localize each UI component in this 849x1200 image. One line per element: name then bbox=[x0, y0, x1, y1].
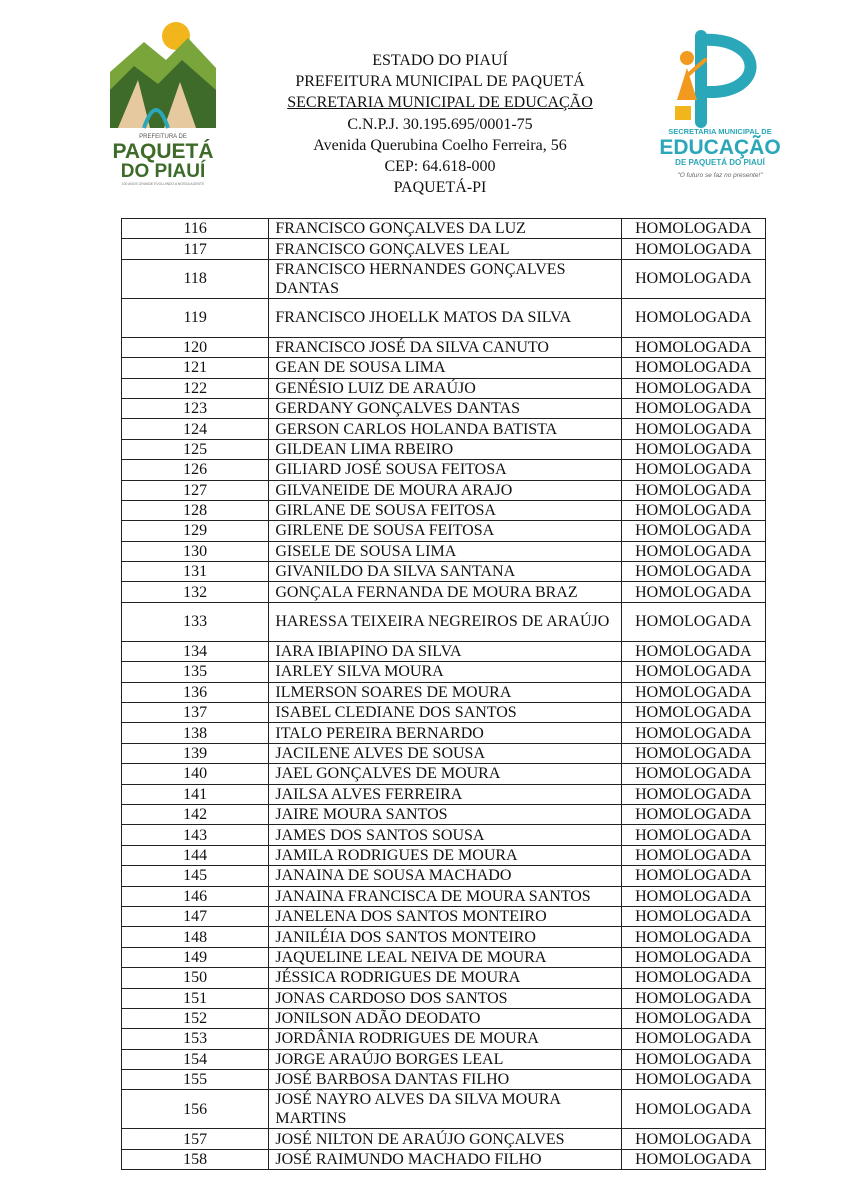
table-row bbox=[122, 562, 766, 582]
table-row bbox=[122, 439, 766, 459]
row-number: 139 bbox=[122, 743, 269, 763]
row-number: 126 bbox=[122, 460, 269, 480]
prefeitura-paqueta-logo bbox=[104, 20, 222, 188]
header-text-block bbox=[240, 50, 640, 198]
secretaria-educacao-logo bbox=[655, 30, 785, 185]
status-cell: HOMOLOGADA bbox=[621, 1149, 765, 1169]
candidate-name: JORGE ARAÚJO BORGES LEAL bbox=[269, 1049, 621, 1069]
status-cell: HOMOLOGADA bbox=[621, 337, 765, 357]
table-body bbox=[122, 219, 766, 1170]
candidate-name: IARA IBIAPINO DA SILVA bbox=[269, 641, 621, 661]
status-cell: HOMOLOGADA bbox=[621, 1090, 765, 1129]
status-cell: HOMOLOGADA bbox=[621, 784, 765, 804]
status-cell: HOMOLOGADA bbox=[621, 439, 765, 459]
status-cell: HOMOLOGADA bbox=[621, 703, 765, 723]
table-row bbox=[122, 988, 766, 1008]
row-number: 145 bbox=[122, 866, 269, 886]
status-cell: HOMOLOGADA bbox=[621, 239, 765, 259]
table-row bbox=[122, 825, 766, 845]
status-cell: HOMOLOGADA bbox=[621, 500, 765, 520]
candidate-name: JAMES DOS SANTOS SOUSA bbox=[269, 825, 621, 845]
table-row bbox=[122, 480, 766, 500]
header-line-cep: CEP: 64.618-000 bbox=[384, 158, 496, 176]
row-number: 138 bbox=[122, 723, 269, 743]
status-cell: HOMOLOGADA bbox=[621, 804, 765, 824]
row-number: 157 bbox=[122, 1129, 269, 1149]
table-row bbox=[122, 259, 766, 298]
row-number: 134 bbox=[122, 641, 269, 661]
table-row bbox=[122, 219, 766, 239]
candidate-name: IARLEY SILVA MOURA bbox=[269, 662, 621, 682]
logo-left-main-line2: DO PIAUÍ bbox=[120, 161, 206, 182]
row-number: 119 bbox=[122, 298, 269, 337]
table-row bbox=[122, 521, 766, 541]
table-row bbox=[122, 886, 766, 906]
candidate-name: GILIARD JOSÉ SOUSA FEITOSA bbox=[269, 460, 621, 480]
table-row bbox=[122, 682, 766, 702]
candidate-name: JAQUELINE LEAL NEIVA DE MOURA bbox=[269, 947, 621, 967]
table-row bbox=[122, 602, 766, 641]
candidate-name: JONILSON ADÃO DEODATO bbox=[269, 1008, 621, 1028]
row-number: 127 bbox=[122, 480, 269, 500]
status-cell: HOMOLOGADA bbox=[621, 358, 765, 378]
status-cell: HOMOLOGADA bbox=[621, 662, 765, 682]
candidate-name: GIRLENE DE SOUSA FEITOSA bbox=[269, 521, 621, 541]
status-cell: HOMOLOGADA bbox=[621, 988, 765, 1008]
header-line-state: ESTADO DO PIAUÍ bbox=[372, 52, 508, 69]
row-number: 128 bbox=[122, 500, 269, 520]
row-number: 116 bbox=[122, 219, 269, 239]
candidate-name: GEAN DE SOUSA LIMA bbox=[269, 358, 621, 378]
status-cell: HOMOLOGADA bbox=[621, 947, 765, 967]
candidate-name: FRANCISCO HERNANDES GONÇALVES DANTAS bbox=[269, 259, 621, 298]
candidate-name: FRANCISCO GONÇALVES LEAL bbox=[269, 239, 621, 259]
row-number: 133 bbox=[122, 602, 269, 641]
candidate-name: JÉSSICA RODRIGUES DE MOURA bbox=[269, 968, 621, 988]
candidate-name: GERSON CARLOS HOLANDA BATISTA bbox=[269, 419, 621, 439]
row-number: 158 bbox=[122, 1149, 269, 1169]
candidate-name: GERDANY GONÇALVES DANTAS bbox=[269, 398, 621, 418]
table-row bbox=[122, 906, 766, 926]
row-number: 131 bbox=[122, 562, 269, 582]
candidate-name: JANELENA DOS SANTOS MONTEIRO bbox=[269, 906, 621, 926]
table-row bbox=[122, 743, 766, 763]
table-row bbox=[122, 398, 766, 418]
candidate-name: GILVANEIDE DE MOURA ARAJO bbox=[269, 480, 621, 500]
table-row bbox=[122, 784, 766, 804]
table-row bbox=[122, 703, 766, 723]
table-row bbox=[122, 500, 766, 520]
row-number: 146 bbox=[122, 886, 269, 906]
table-row bbox=[122, 1090, 766, 1129]
candidate-name: JANAINA DE SOUSA MACHADO bbox=[269, 866, 621, 886]
table-row bbox=[122, 1070, 766, 1090]
row-number: 132 bbox=[122, 582, 269, 602]
row-number: 140 bbox=[122, 764, 269, 784]
table-row bbox=[122, 337, 766, 357]
row-number: 118 bbox=[122, 259, 269, 298]
status-cell: HOMOLOGADA bbox=[621, 845, 765, 865]
candidate-name: GISELE DE SOUSA LIMA bbox=[269, 541, 621, 561]
row-number: 144 bbox=[122, 845, 269, 865]
status-cell: HOMOLOGADA bbox=[621, 866, 765, 886]
header-line-prefeitura: PREFEITURA MUNICIPAL DE PAQUETÁ bbox=[295, 73, 585, 91]
candidate-name: GIVANILDO DA SILVA SANTANA bbox=[269, 562, 621, 582]
status-cell: HOMOLOGADA bbox=[621, 723, 765, 743]
status-cell: HOMOLOGADA bbox=[621, 1029, 765, 1049]
row-number: 135 bbox=[122, 662, 269, 682]
logo-right-line2: EDUCAÇÃO bbox=[659, 136, 781, 159]
row-number: 147 bbox=[122, 906, 269, 926]
row-number: 141 bbox=[122, 784, 269, 804]
row-number: 130 bbox=[122, 541, 269, 561]
status-cell: HOMOLOGADA bbox=[621, 968, 765, 988]
status-cell: HOMOLOGADA bbox=[621, 743, 765, 763]
row-number: 117 bbox=[122, 239, 269, 259]
status-cell: HOMOLOGADA bbox=[621, 378, 765, 398]
row-number: 124 bbox=[122, 419, 269, 439]
table-row bbox=[122, 845, 766, 865]
candidate-name: JOSÉ RAIMUNDO MACHADO FILHO bbox=[269, 1149, 621, 1169]
row-number: 143 bbox=[122, 825, 269, 845]
status-cell: HOMOLOGADA bbox=[621, 641, 765, 661]
row-number: 153 bbox=[122, 1029, 269, 1049]
status-cell: HOMOLOGADA bbox=[621, 298, 765, 337]
table-row bbox=[122, 239, 766, 259]
candidate-name: GIRLANE DE SOUSA FEITOSA bbox=[269, 500, 621, 520]
candidate-name: JAILSA ALVES FERREIRA bbox=[269, 784, 621, 804]
header-line-city: PAQUETÁ-PI bbox=[393, 179, 487, 197]
candidate-name: HARESSA TEIXEIRA NEGREIROS DE ARAÚJO bbox=[269, 602, 621, 641]
status-cell: HOMOLOGADA bbox=[621, 582, 765, 602]
row-number: 150 bbox=[122, 968, 269, 988]
table-row bbox=[122, 927, 766, 947]
candidate-name: FRANCISCO GONÇALVES DA LUZ bbox=[269, 219, 621, 239]
status-cell: HOMOLOGADA bbox=[621, 1049, 765, 1069]
status-cell: HOMOLOGADA bbox=[621, 521, 765, 541]
status-cell: HOMOLOGADA bbox=[621, 219, 765, 239]
header-line-address: Avenida Querubina Coelho Ferreira, 56 bbox=[313, 136, 567, 154]
row-number: 123 bbox=[122, 398, 269, 418]
table-row bbox=[122, 298, 766, 337]
status-cell: HOMOLOGADA bbox=[621, 1008, 765, 1028]
table-row bbox=[122, 541, 766, 561]
table-row bbox=[122, 968, 766, 988]
table-row bbox=[122, 419, 766, 439]
candidate-name: FRANCISCO JHOELLK MATOS DA SILVA bbox=[269, 298, 621, 337]
status-cell: HOMOLOGADA bbox=[621, 886, 765, 906]
status-cell: HOMOLOGADA bbox=[621, 541, 765, 561]
row-number: 125 bbox=[122, 439, 269, 459]
status-cell: HOMOLOGADA bbox=[621, 764, 765, 784]
row-number: 120 bbox=[122, 337, 269, 357]
row-number: 137 bbox=[122, 703, 269, 723]
table-row bbox=[122, 1129, 766, 1149]
status-cell: HOMOLOGADA bbox=[621, 906, 765, 926]
row-number: 129 bbox=[122, 521, 269, 541]
status-cell: HOMOLOGADA bbox=[621, 825, 765, 845]
table-row bbox=[122, 1029, 766, 1049]
table-row bbox=[122, 866, 766, 886]
row-number: 149 bbox=[122, 947, 269, 967]
document-header bbox=[0, 0, 849, 212]
candidate-name: ILMERSON SOARES DE MOURA bbox=[269, 682, 621, 702]
row-number: 148 bbox=[122, 927, 269, 947]
logo-left-main-line1: PAQUETÁ bbox=[112, 140, 214, 163]
table-row bbox=[122, 764, 766, 784]
table-row bbox=[122, 947, 766, 967]
logo-right-line3: DE PAQUETÁ DO PIAUÍ bbox=[675, 158, 765, 167]
table-row bbox=[122, 723, 766, 743]
status-cell: HOMOLOGADA bbox=[621, 480, 765, 500]
table-row bbox=[122, 1149, 766, 1169]
candidate-name: ITALO PEREIRA BERNARDO bbox=[269, 723, 621, 743]
row-number: 154 bbox=[122, 1049, 269, 1069]
candidate-name: JOSÉ NAYRO ALVES DA SILVA MOURA MARTINS bbox=[269, 1090, 621, 1129]
candidate-name: JANAINA FRANCISCA DE MOURA SANTOS bbox=[269, 886, 621, 906]
status-cell: HOMOLOGADA bbox=[621, 682, 765, 702]
status-cell: HOMOLOGADA bbox=[621, 259, 765, 298]
candidate-name: JOSÉ BARBOSA DANTAS FILHO bbox=[269, 1070, 621, 1090]
candidate-name: JACILENE ALVES DE SOUSA bbox=[269, 743, 621, 763]
status-cell: HOMOLOGADA bbox=[621, 602, 765, 641]
row-number: 152 bbox=[122, 1008, 269, 1028]
row-number: 142 bbox=[122, 804, 269, 824]
table-row bbox=[122, 582, 766, 602]
row-number: 155 bbox=[122, 1070, 269, 1090]
status-cell: HOMOLOGADA bbox=[621, 1129, 765, 1149]
candidate-name: JAIRE MOURA SANTOS bbox=[269, 804, 621, 824]
table-row bbox=[122, 662, 766, 682]
candidate-name: JAMILA RODRIGUES DE MOURA bbox=[269, 845, 621, 865]
logo-right-line1: SECRETARIA MUNICIPAL DE bbox=[668, 127, 772, 136]
candidate-name: JONAS CARDOSO DOS SANTOS bbox=[269, 988, 621, 1008]
logo-left-tagline: 100 ANOS GRANDE EVOLUINDO A NOSSA AGENTE bbox=[121, 182, 205, 186]
table-row bbox=[122, 641, 766, 661]
table-row bbox=[122, 358, 766, 378]
header-line-cnpj: C.N.P.J. 30.195.695/0001-75 bbox=[347, 115, 533, 133]
homologation-table bbox=[121, 218, 766, 1170]
candidate-name: ISABEL CLEDIANE DOS SANTOS bbox=[269, 703, 621, 723]
status-cell: HOMOLOGADA bbox=[621, 460, 765, 480]
candidate-name: JAEL GONÇALVES DE MOURA bbox=[269, 764, 621, 784]
table-row bbox=[122, 460, 766, 480]
table-row bbox=[122, 804, 766, 824]
status-cell: HOMOLOGADA bbox=[621, 1070, 765, 1090]
candidate-name: FRANCISCO JOSÉ DA SILVA CANUTO bbox=[269, 337, 621, 357]
candidate-name: GONÇALA FERNANDA DE MOURA BRAZ bbox=[269, 582, 621, 602]
row-number: 156 bbox=[122, 1090, 269, 1129]
table-row bbox=[122, 1049, 766, 1069]
candidate-name: JANILÉIA DOS SANTOS MONTEIRO bbox=[269, 927, 621, 947]
status-cell: HOMOLOGADA bbox=[621, 562, 765, 582]
row-number: 121 bbox=[122, 358, 269, 378]
logo-right-slogan: "O futuro se faz no presente!" bbox=[677, 172, 763, 179]
table-row bbox=[122, 378, 766, 398]
candidate-name: JORDÂNIA RODRIGUES DE MOURA bbox=[269, 1029, 621, 1049]
row-number: 151 bbox=[122, 988, 269, 1008]
logo-left-top-text: PREFEITURA DE bbox=[139, 134, 187, 140]
row-number: 136 bbox=[122, 682, 269, 702]
candidate-name: JOSÉ NILTON DE ARAÚJO GONÇALVES bbox=[269, 1129, 621, 1149]
status-cell: HOMOLOGADA bbox=[621, 927, 765, 947]
table-row bbox=[122, 1008, 766, 1028]
header-line-secretaria: SECRETARIA MUNICIPAL DE EDUCAÇÃO bbox=[287, 94, 593, 112]
row-number: 122 bbox=[122, 378, 269, 398]
status-cell: HOMOLOGADA bbox=[621, 398, 765, 418]
candidate-name: GILDEAN LIMA RBEIRO bbox=[269, 439, 621, 459]
candidate-name: GENÉSIO LUIZ DE ARAÚJO bbox=[269, 378, 621, 398]
status-cell: HOMOLOGADA bbox=[621, 419, 765, 439]
